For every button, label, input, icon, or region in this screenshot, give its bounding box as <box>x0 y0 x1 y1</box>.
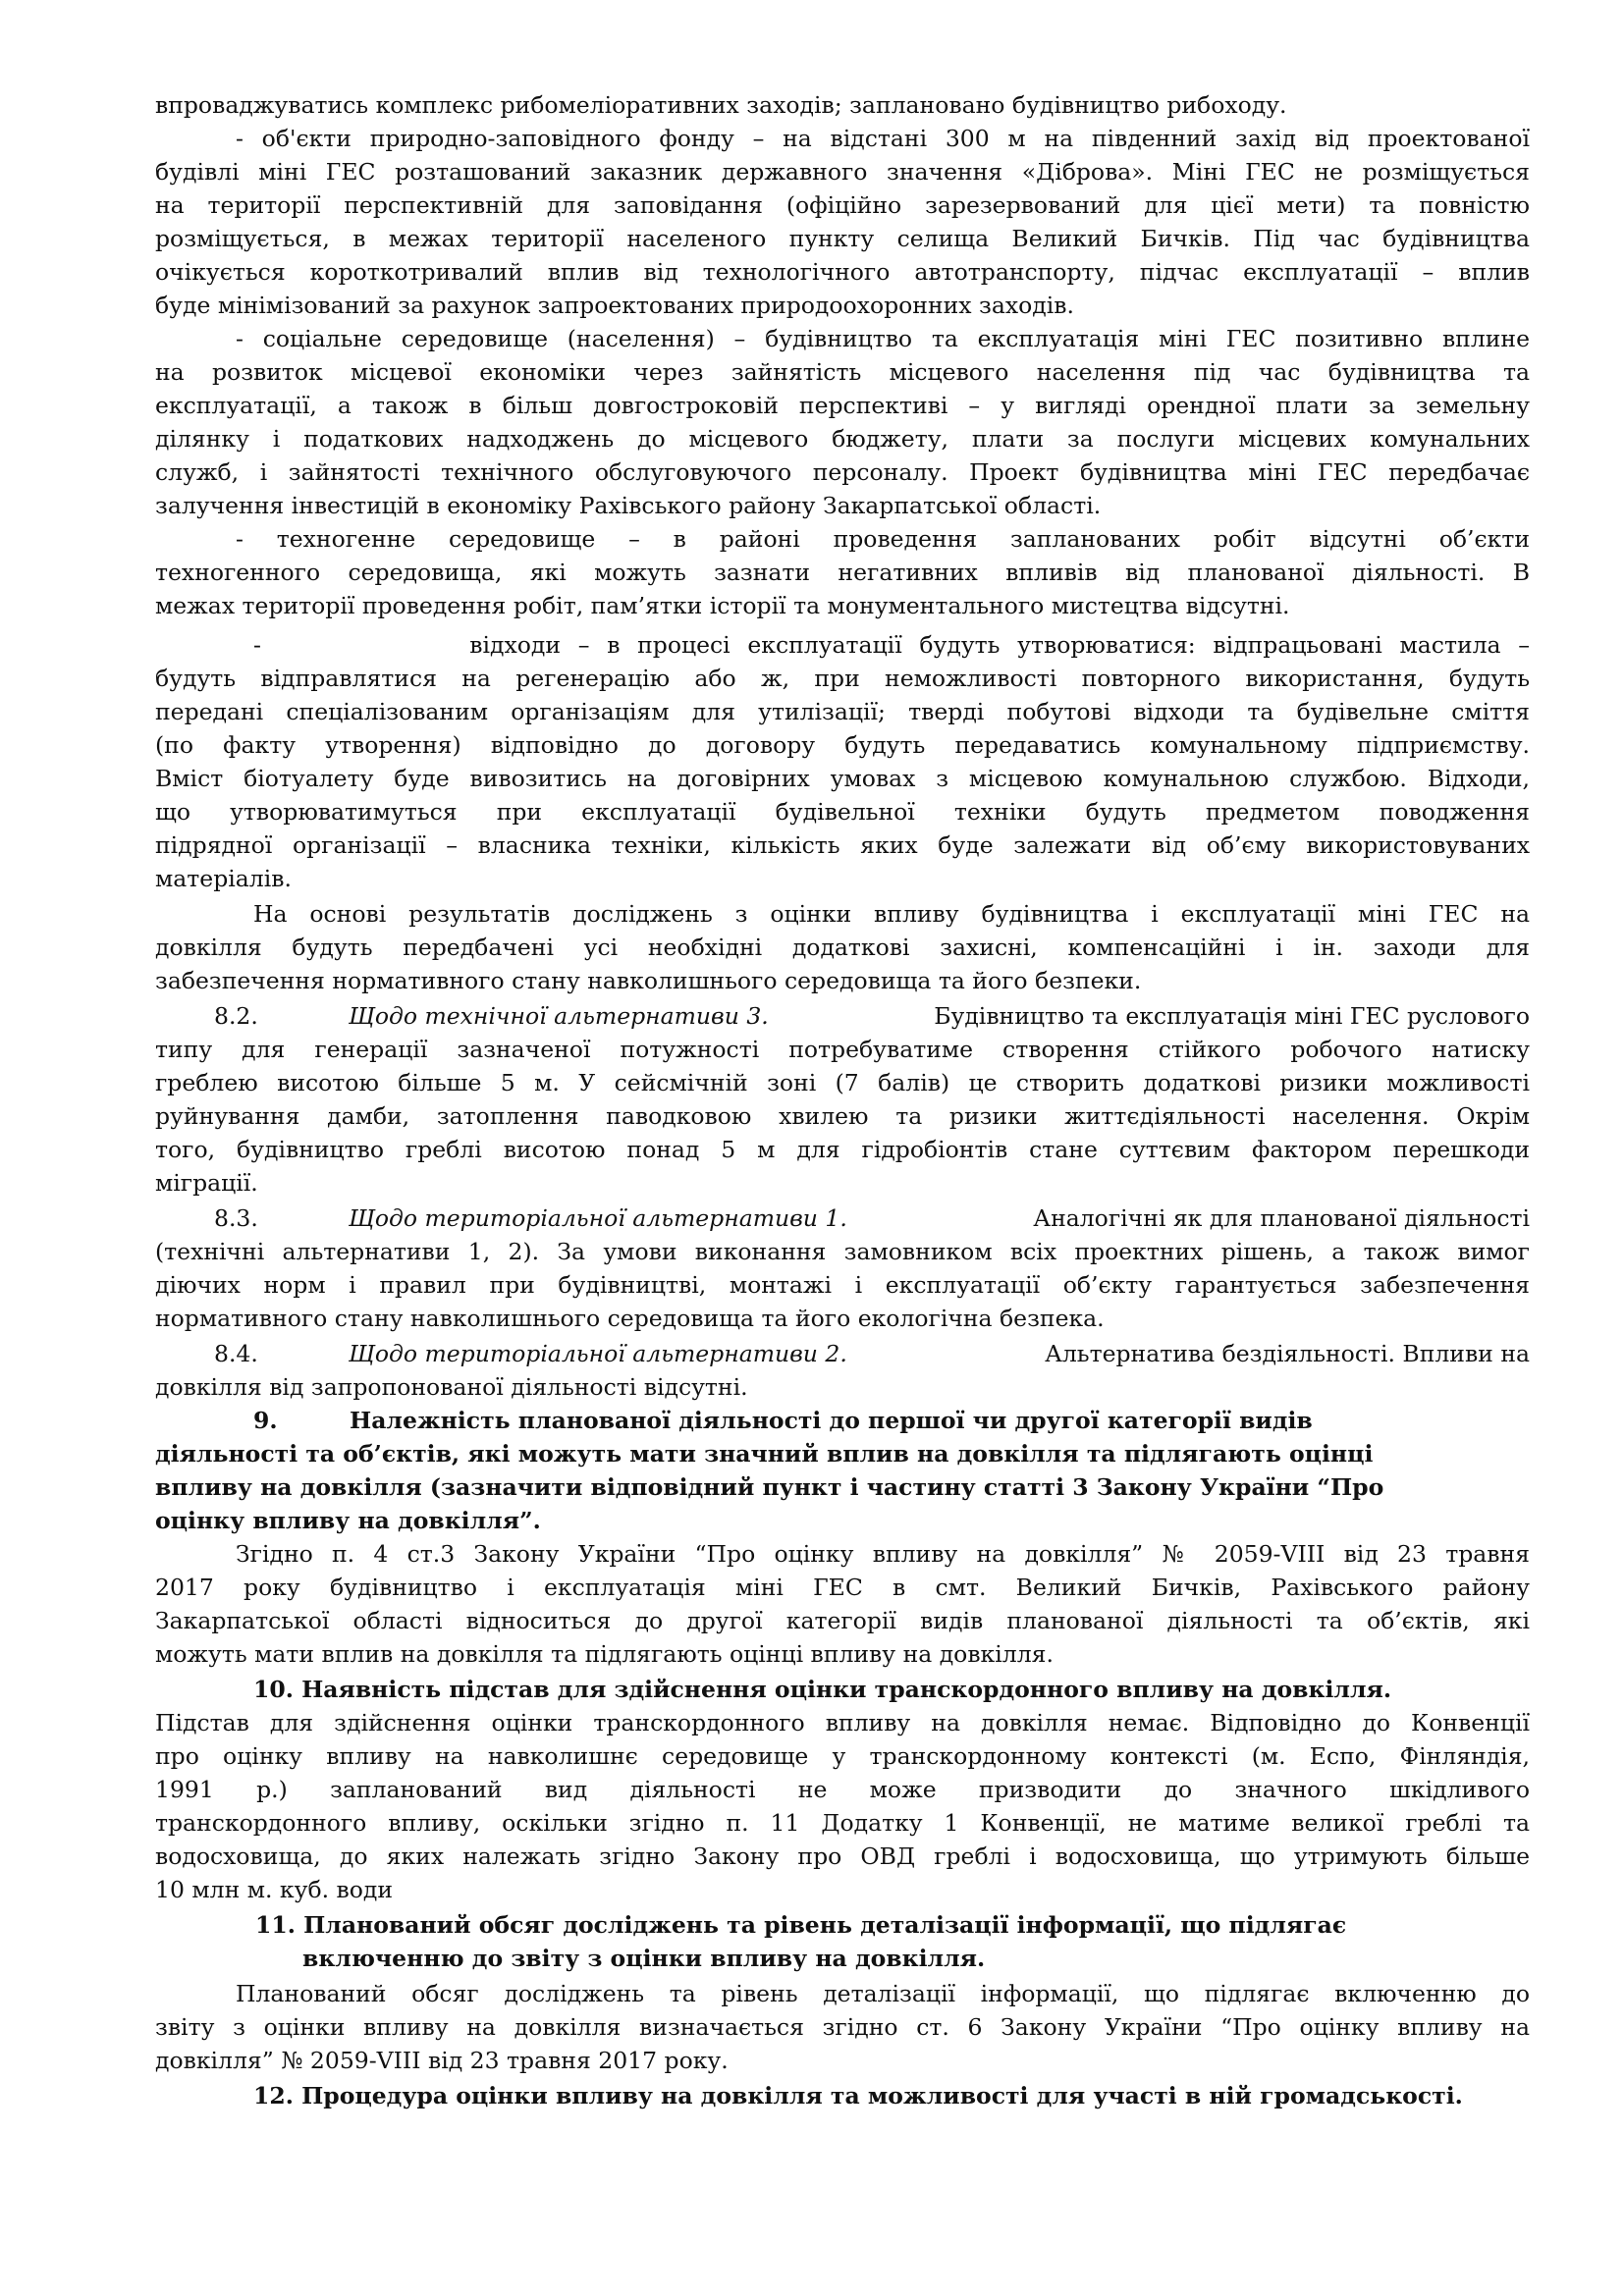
text-line: Вміст біотуалету буде вивозитись на договірних умовах з місцевою комунальною службою. Відходи, <box>155 765 1530 792</box>
text-line: що утворюватимуться при експлуатації будівельної техніки будуть предметом поводження <box>155 798 1530 826</box>
text-line: (технічні альтернативи 1, 2). За умови виконання замовником всіх проектних рішень, а також вимог <box>155 1238 1530 1265</box>
text-line: - соціальне середовище (населення) – будівництво та експлуатація міні ГЕС позитивно вплине <box>236 325 1530 352</box>
text-line: експлуатації, а також в більш довгостроковій перспективі – у вигляді орендної плати за земельну <box>155 392 1530 419</box>
section-12-heading: 12. Процедура оцінки впливу на довкілля та можливості для участі в ній громадськості. <box>253 2082 1463 2109</box>
text-line: водосховища, до яких належать згідно Закону про ОВД греблі і водосховища, що утримують більше <box>155 1842 1530 1870</box>
text-line: підрядної організації – власника техніки, кількість яких буде залежати від об’єму використовуваних <box>155 831 1530 859</box>
text-line: 10 млн м. куб. води <box>155 1876 394 1903</box>
item-italic-title: Щодо технічної альтернативи 3. <box>349 1002 769 1030</box>
text-line: Планований обсяг досліджень та рівень деталізації інформації, що підлягає включенню до <box>236 1980 1530 2007</box>
item-italic-title: Щодо територіальної альтернативи 1. <box>349 1204 847 1232</box>
text-line: Закарпатської області відноситься до другої категорії видів планованої діяльності та об’єктів, які <box>155 1607 1530 1634</box>
item-number: 8.3. <box>214 1204 258 1232</box>
text-line: довкілля від запропонованої діяльності відсутні. <box>155 1373 748 1401</box>
text-line: матеріалів. <box>155 865 292 892</box>
text-line: залучення інвестицій в економіку Рахівського району Закарпатської області. <box>155 492 1102 519</box>
item-italic-title: Щодо територіальної альтернативи 2. <box>349 1340 847 1367</box>
text-line: передані спеціалізованим організаціям для утилізації; тверді побутові відходи та будівельне сміття <box>155 698 1530 725</box>
text-line: Підстав для здійснення оцінки транскордонного впливу на довкілля немає. Відповідно до Конвенції <box>155 1709 1530 1736</box>
text-line: довкілля будуть передбачені усі необхідні додаткові захисні, компенсаційні і ін. заходи для <box>155 934 1530 961</box>
text-line: забезпечення нормативного стану навколишнього середовища та його безпеки. <box>155 967 1142 994</box>
text-line: будівлі міні ГЕС розташований заказник державного значення «Діброва». Міні ГЕС не розміщується <box>155 158 1530 186</box>
text-line: Згідно п. 4 ст.3 Закону України “Про оцінку впливу на довкілля” № 2059-VIII від 23 травня <box>236 1540 1530 1568</box>
text-line: 2017 року будівництво і експлуатація міні ГЕС в смт. Великий Бичків, Рахівського району <box>155 1574 1530 1601</box>
text-line: буде мінімізований за рахунок запроектованих природоохоронних заходів. <box>155 292 1074 319</box>
heading-line: впливу на довкілля (зазначити відповідний пункт і частину статті 3 Закону України “Про <box>155 1473 1384 1501</box>
item-number: 8.4. <box>214 1340 258 1367</box>
text-line: розміщується, в межах території населеного пункту селища Великий Бичків. Під час будівництва <box>155 225 1530 252</box>
item-text: Будівництво та експлуатація міні ГЕС руслового <box>926 1002 1530 1030</box>
text-line: того, будівництво греблі висотою понад 5 м для гідробіонтів стане суттєвим фактором перешкоди <box>155 1136 1530 1163</box>
text-line: - техногенне середовище – в районі проведення запланованих робіт відсутні об’єкти <box>236 525 1530 553</box>
text-line: нормативного стану навколишнього середовища та його екологічна безпека. <box>155 1305 1105 1332</box>
text-line: (по факту утворення) відповідно до договору будуть передаватись комунальному підприємству. <box>155 731 1530 759</box>
text-line: довкілля” № 2059-VIII від 23 травня 2017 року. <box>155 2047 729 2074</box>
section-9-heading <box>253 1404 1432 1437</box>
text-line: про оцінку впливу на навколишнє середовище у транскордонному контексті (м. Еспо, Фінляндія, <box>155 1742 1530 1770</box>
list-item-8-2 <box>214 999 1530 1033</box>
item-text: Альтернатива бездіяльності. Впливи на <box>1037 1340 1530 1367</box>
item-number: 8.2. <box>214 1002 258 1030</box>
item-lead <box>349 1337 1530 1370</box>
item-lead <box>349 1201 1530 1235</box>
text-line: впроваджуватись комплекс рибомеліоративних заходів; заплановано будівництво рибоходу. <box>155 91 1287 119</box>
item-lead <box>349 999 1530 1033</box>
section-number: 9. <box>253 1407 278 1434</box>
text-line: на території перспективній для заповідання (офіційно зарезервований для цієї мети) та повністю <box>155 191 1530 219</box>
section-10-heading: 10. Наявність підстав для здійснення оцінки транскордонного впливу на довкілля. <box>253 1676 1392 1703</box>
text-line: міграції. <box>155 1169 258 1197</box>
list-item-8-4 <box>214 1337 1530 1370</box>
text-line: руйнування дамби, затоплення паводковою хвилею та ризики життєдіяльності населення. Окрім <box>155 1102 1530 1130</box>
text-line: - об'єкти природно-заповідного фонду – на відстані 300 м на південний захід від проектованої <box>236 125 1530 152</box>
text-line: На основі результатів досліджень з оцінки впливу будівництва і експлуатації міні ГЕС на <box>253 900 1530 928</box>
item-text: Аналогічні як для планованої діяльності <box>1025 1204 1530 1232</box>
list-item-8-3 <box>214 1201 1530 1235</box>
text-line: діючих норм і правил при будівництві, монтажі і експлуатації об’єкту гарантується забезпечення <box>155 1271 1530 1299</box>
text-line: 1991 р.) запланований вид діяльності не може призводити до значного шкідливого <box>155 1776 1530 1803</box>
text-line: транскордонного впливу, оскільки згідно п. 11 Додатку 1 Конвенції, не матиме великої греблі та <box>155 1809 1530 1837</box>
text-line: можуть мати вплив на довкілля та підлягають оцінці впливу на довкілля. <box>155 1640 1054 1668</box>
text-line: очікується короткотривалий вплив від технологічного автотранспорту, підчас експлуатації – вплив <box>155 258 1530 286</box>
text-line: будуть відправлятися на регенерацію або ж, при неможливості повторного використання, будуть <box>155 665 1530 692</box>
text-line: техногенного середовища, які можуть зазнати негативних впливів від планованої діяльності. В <box>155 559 1530 586</box>
text-line: - відходи – в процесі експлуатації будуть утворюватися: відпрацьовані мастила – <box>253 631 1530 659</box>
heading-line: оцінку впливу на довкілля”. <box>155 1507 541 1534</box>
text-line: на розвиток місцевої економіки через зайнятість місцевого населення під час будівництва та <box>155 358 1530 386</box>
heading-text: Належність планованої діяльності до першої чи другої категорії видів <box>350 1407 1313 1434</box>
heading-line: діяльності та об’єктів, які можуть мати значний вплив на довкілля та підлягають оцінці <box>155 1440 1374 1468</box>
text-line: служб, і зайнятості технічного обслуговуючого персоналу. Проект будівництва міні ГЕС передбачає <box>155 458 1530 486</box>
text-line: типу для генерації зазначеної потужності потребуватиме створення стійкого робочого натиску <box>155 1036 1530 1063</box>
text-line: греблею висотою більше 5 м. У сейсмічній зоні (7 балів) це створить додаткові ризики можливості <box>155 1069 1530 1096</box>
section-11-heading: 11. Планований обсяг досліджень та рівень деталізації інформації, що підлягає <box>255 1911 1347 1939</box>
text-line: ділянку і податкових надходжень до місцевого бюджету, плати за послуги місцевих комунальних <box>155 425 1530 453</box>
text-line: звіту з оцінки впливу на довкілля визначається згідно ст. 6 Закону України “Про оцінку впливу на <box>155 2013 1530 2041</box>
heading-line: включенню до звіту з оцінки впливу на довкілля. <box>302 1945 986 1972</box>
text-line: межах території проведення робіт, пам’ятки історії та монументального мистецтва відсутні. <box>155 592 1290 619</box>
